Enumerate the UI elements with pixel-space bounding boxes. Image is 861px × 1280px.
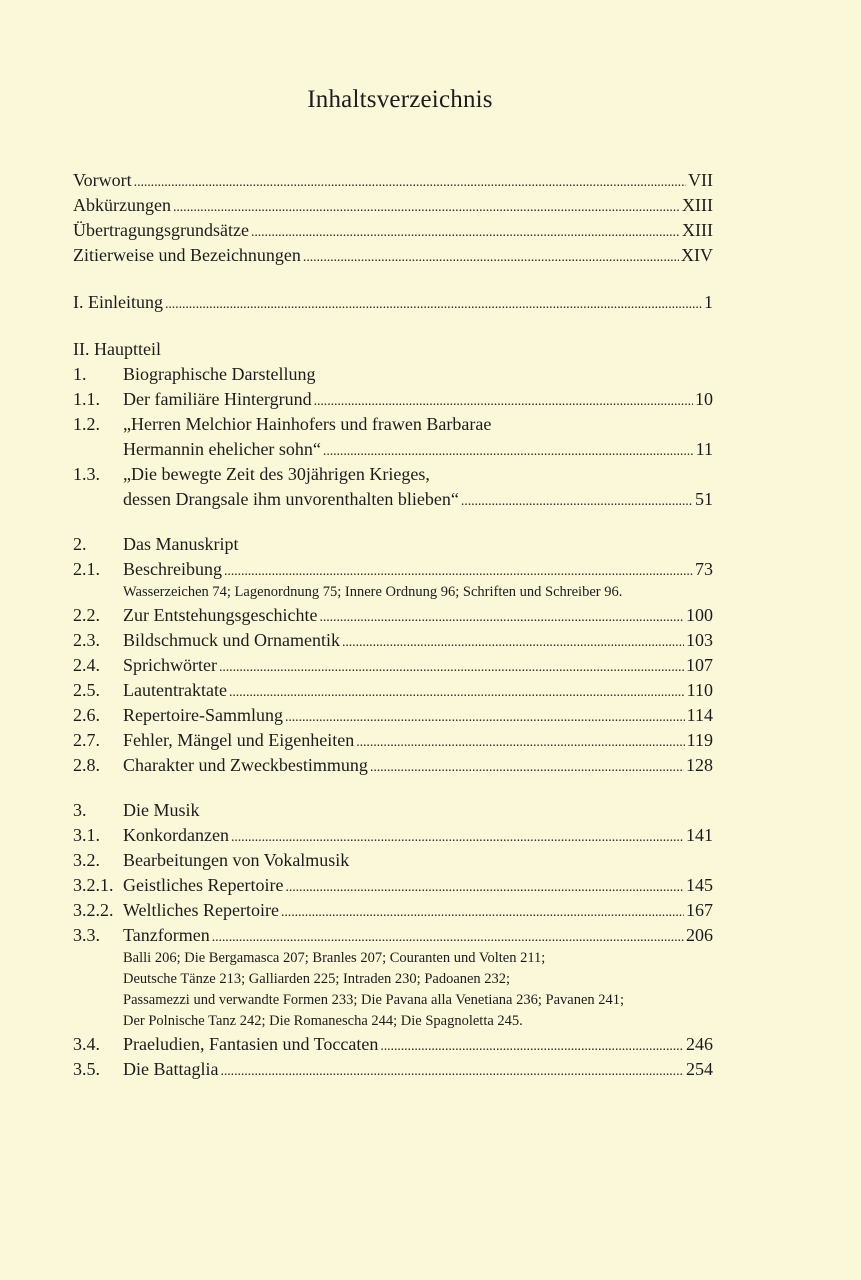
spacer (73, 778, 713, 798)
entry-number: 3. (73, 800, 87, 820)
toc-heading-hauptteil (73, 337, 713, 362)
toc-entry-1-3-line1 (73, 462, 713, 487)
toc-subentry-2-1: Wasserzeichen 74; Lagenordnung 75; Innere Ordnung 96; Schriften und Schreiber 96. (123, 584, 623, 600)
entry-page: 73 (695, 559, 713, 579)
leader-dots (370, 753, 684, 780)
entry-page: 11 (695, 439, 713, 459)
toc-entry-1-2-line2 (73, 437, 713, 462)
toc-entry-2-4 (73, 653, 713, 678)
entry-number: 3.3. (73, 925, 100, 945)
toc-entry-2-1 (73, 557, 713, 582)
toc-entry-3-4 (73, 1032, 713, 1057)
leader-dots (356, 728, 684, 755)
entry-page: 10 (695, 389, 713, 409)
toc-heading-3-2 (73, 848, 713, 873)
entry-text: Vorwort (73, 170, 132, 190)
toc-entry-zitierweise (73, 243, 713, 268)
leader-dots (212, 923, 684, 950)
leader-dots (251, 218, 680, 245)
entry-text: Übertragungsgrundsätze (73, 220, 249, 240)
entry-text: Lautentraktate (123, 680, 227, 700)
toc-entry-1-3-line2 (73, 487, 713, 512)
entry-page: 100 (686, 605, 713, 625)
entry-text: Tanzformen (123, 925, 210, 945)
toc-entry-2-6 (73, 703, 713, 728)
entry-number: 1.1. (73, 389, 100, 409)
toc-heading-section-2 (73, 532, 713, 557)
toc-entry-abkuerzungen (73, 193, 713, 218)
entry-number: 3.2.2. (73, 900, 114, 920)
toc-entry-1-2-line1 (73, 412, 713, 437)
entry-page: 107 (686, 655, 713, 675)
entry-text: Hermannin ehelicher sohn“ (123, 439, 321, 459)
toc-heading-section-3 (73, 798, 713, 823)
leader-dots (281, 898, 684, 925)
leader-dots (461, 487, 693, 514)
entry-text: Repertoire-Sammlung (123, 705, 283, 725)
entry-text: Bearbeitungen von Vokalmusik (123, 850, 350, 870)
leader-dots (285, 703, 685, 730)
toc-entry-3-5 (73, 1057, 713, 1082)
toc-entry-uebertragung (73, 218, 713, 243)
entry-text: Charakter und Zweckbestimmung (123, 755, 368, 775)
entry-page: 114 (686, 705, 713, 725)
toc-subentry-3-3: Deutsche Tänze 213; Galliarden 225; Intraden 230; Padoanen 232; (123, 971, 511, 987)
entry-text: Zur Entstehungsgeschichte (123, 605, 318, 625)
entry-text: Der familiäre Hintergrund (123, 389, 312, 409)
toc-entry-3-3 (73, 923, 713, 948)
entry-page: 119 (686, 730, 713, 750)
page-title: Inhaltsverzeichnis (307, 86, 493, 113)
leader-dots (220, 1057, 684, 1084)
entry-number: 2.3. (73, 630, 100, 650)
entry-text: Praeludien, Fantasien und Toccaten (123, 1034, 379, 1054)
entry-text: Geistliches Repertoire (123, 875, 284, 895)
entry-page: 145 (686, 875, 713, 895)
toc-entry-3-2-2 (73, 898, 713, 923)
entry-number: 2.1. (73, 559, 100, 579)
entry-page: 128 (686, 755, 713, 775)
entry-number: 3.2. (73, 850, 100, 870)
entry-page: 141 (686, 825, 713, 845)
entry-page: 206 (686, 925, 713, 945)
entry-number: 3.2.1. (73, 875, 114, 895)
entry-number: 1.3. (73, 464, 100, 484)
entry-page: 246 (686, 1034, 713, 1054)
entry-number: 3.5. (73, 1059, 100, 1079)
entry-number: 2.5. (73, 680, 100, 700)
table-of-contents (73, 168, 713, 1082)
entry-text: Beschreibung (123, 559, 222, 579)
entry-text: Das Manuskript (123, 534, 239, 554)
entry-number: 2.2. (73, 605, 100, 625)
entry-page: VII (688, 170, 713, 190)
entry-number: 2.4. (73, 655, 100, 675)
leader-dots (231, 823, 684, 850)
entry-text: Biographische Darstellung (123, 364, 316, 384)
entry-number: 1.2. (73, 414, 100, 434)
entry-page: 1 (704, 292, 713, 312)
toc-entry-3-2-1 (73, 873, 713, 898)
leader-dots (219, 653, 684, 680)
entry-number: 3.1. (73, 825, 100, 845)
entry-text: Abkürzungen (73, 195, 171, 215)
entry-text: „Herren Melchior Hainhofers und frawen Barbarae (123, 414, 492, 434)
toc-entry-vorwort (73, 168, 713, 193)
entry-number: 2.7. (73, 730, 100, 750)
entry-number: 3.4. (73, 1034, 100, 1054)
toc-heading-section-1 (73, 362, 713, 387)
entry-text: Konkordanzen (123, 825, 229, 845)
spacer (73, 315, 713, 337)
leader-dots (224, 557, 693, 584)
toc-entry-2-8 (73, 753, 713, 778)
leader-dots (323, 437, 694, 464)
leader-dots (229, 678, 685, 705)
toc-subentry-3-3: Passamezzi und verwandte Formen 233; Die Pavana alla Venetiana 236; Pavanen 241; (123, 992, 625, 1008)
entry-text: Zitierweise und Bezeichnungen (73, 245, 301, 265)
toc-entry-2-5 (73, 678, 713, 703)
toc-entry-einleitung (73, 290, 713, 315)
leader-dots (173, 193, 680, 220)
entry-text: Bildschmuck und Ornamentik (123, 630, 340, 650)
entry-page: 254 (686, 1059, 713, 1079)
entry-page: 103 (686, 630, 713, 650)
spacer (73, 268, 713, 290)
entry-text: dessen Drangsale ihm unvorenthalten blieben“ (123, 489, 459, 509)
entry-page: 167 (686, 900, 713, 920)
toc-entry-3-1 (73, 823, 713, 848)
leader-dots (342, 628, 684, 655)
entry-text: I. Einleitung (73, 292, 163, 312)
entry-number: 2. (73, 534, 87, 554)
entry-text: Fehler, Mängel und Eigenheiten (123, 730, 355, 750)
entry-page: 51 (695, 489, 713, 509)
entry-page: XIII (682, 195, 713, 215)
entry-page: XIII (682, 220, 713, 240)
entry-number: 2.6. (73, 705, 100, 725)
entry-text: Die Musik (123, 800, 200, 820)
toc-subentry-3-3: Der Polnische Tanz 242; Die Romanescha 244; Die Spagnoletta 245. (123, 1013, 523, 1029)
leader-dots (134, 168, 686, 195)
toc-entry-2-3 (73, 628, 713, 653)
entry-text: II. Hauptteil (73, 339, 161, 359)
toc-subentry-3-3: Balli 206; Die Bergamasca 207; Branles 207; Couranten und Volten 211; (123, 950, 546, 966)
spacer (73, 512, 713, 532)
leader-dots (314, 387, 693, 414)
toc-entry-2-7 (73, 728, 713, 753)
entry-text: Sprichwörter (123, 655, 217, 675)
leader-dots (319, 603, 684, 630)
entry-text: Weltliches Repertoire (123, 900, 279, 920)
entry-number: 1. (73, 364, 87, 384)
entry-text: „Die bewegte Zeit des 30jährigen Krieges, (123, 464, 430, 484)
leader-dots (380, 1032, 684, 1059)
entry-number: 2.8. (73, 755, 100, 775)
leader-dots (165, 290, 702, 317)
entry-text: Die Battaglia (123, 1059, 219, 1079)
toc-entry-2-2 (73, 603, 713, 628)
entry-page: XIV (681, 245, 713, 265)
leader-dots (303, 243, 679, 270)
leader-dots (285, 873, 684, 900)
toc-entry-1-1 (73, 387, 713, 412)
entry-page: 110 (686, 680, 713, 700)
